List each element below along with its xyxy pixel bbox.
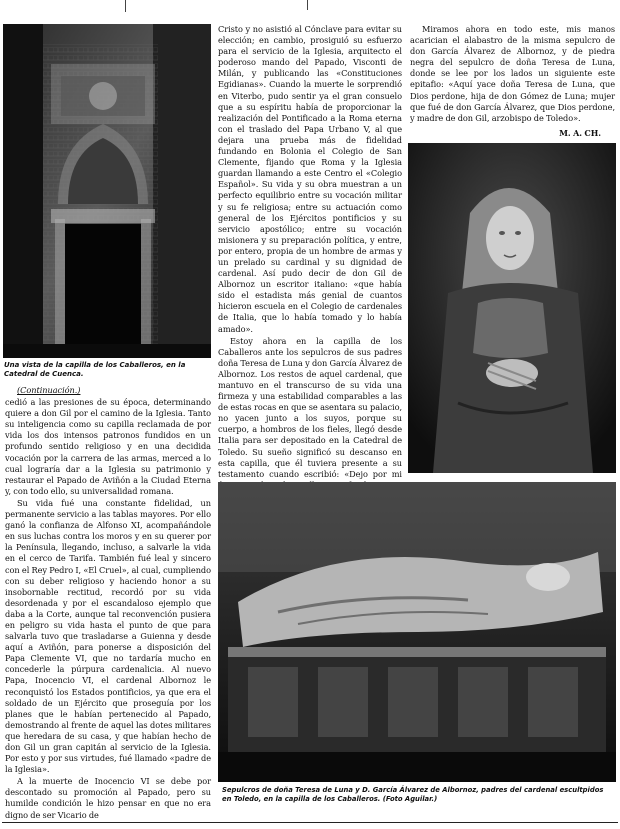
paragraph: A la muerte de Inocencio VI se debe por descontado su promoción al Papado, pero su humilde condición le hizo pensar en que no era digno de ser Vicario de [5,776,211,820]
effigy-photo [408,143,616,473]
bottom-rule [2,822,618,823]
article-column-right [410,24,615,142]
continuation-label: (Continuación.) [17,385,81,395]
author-signature: M. A. CH. [559,127,601,138]
paragraph: Cristo y no asistió al Cónclave para evitar su elección; en cambio, prosiguió su esfuerzo para el servicio de la Iglesia, arquitecto el poderoso mando del Papado, Visconti de Milán, y publicando las «Constituciones Egidianas». Cuando la muerte le sorprendió en Viterbo, pudo sentir ya el gran consuelo que a su espíritu había de proporcionar la realización del Pontificado a la Roma eterna con el traslado del Papa Urbano V, al que dejara una prueba más de fidelidad fundando en Bolonia el Colegio de San Clemente, fijando que Roma y la Iglesia guardan llamando a este Centro el «Colegio Español». Su vida y su obra muestran a un perfecto equilibrio entre su vocación militar y su fe religiosa; entre su actuación como general de los Ejércitos pontificios y su servicio apostólico; entre su vocación misionera y su preparación política, y entre, por entero, propia de un hombre de armas y un prelado su cardinal y su dignidad de cardenal. Así pudo decir de don Gil de Albornoz un escritor italiano: «que había sido el estadista más genial de cuantos hicieron escuela en el Colegio de cardenales de Italia, que lo había tomado y lo había amado». [218,24,402,334]
top-tick-mark [307,0,308,10]
chapel-photo-caption: Una vista de la capilla de los Caballeros, en la Catedral de Cuenca. [4,361,186,378]
paragraph: Miramos ahora en todo este, mis manos acarician el alabastro de la misma sepulcro de don García Álvarez de Albornoz, y de piedra negra del sepulcro de doña Teresa de Luna, donde se lee por los lados un siguiente este epitafio: «Aquí yace doña Teresa de Luna, que Dios perdone, hija de don Gómez de Luna; mujer que fué de don García Álvarez, que Dios perdone, y madre de don Gil, arzobispo de Toledo». [410,24,615,123]
paragraph: Su vida fué una constante fidelidad, un permanente servicio a las tablas mayores. Por ello ganó la confianza de Alfonso XI, acompañándole en sus luchas contra los moros y en su querer por la Península, llegando, incluso, a salvarle la vida en el cerco de Tarifa. También fué leal y sincero con el Rey Pedro I, «El Cruel», al cual, cumpliendo con su deber religioso y haciendo honor a su insobornable rectitud, recordó por su vida desordenada y por el escandaloso ejemplo que daba a la Corte, aunque tal reconvención pusiera en peligro su vida hasta el punto de que para salvarla tuvo que trasladarse a Guienna y desde aquí a Aviñón, para ponerse a disposición del Papa Clemente VI, que no tardaría mucho en concederle la púrpura cardenalicia. Al nuevo Papa, Inocencio VI, el cardenal Albornoz le reconquistó los Estados pontificios, ya que era el soldado de un Ejército que proseguía por los planes que le habían pertenecido al Papado, demostrando al frente de aquel las dotes militares que heredara de su casa, y que habían hecho de don Gil un gran capitán al servicio de la Iglesia. Por esto y por sus virtudes, fué llamado «padre de la Iglesia». [5,497,211,775]
paragraph: Estoy ahora en la capilla de los Caballeros ante los sepulcros de sus padres doña Teresa de Luna y don García Álvarez de Albornoz. Los restos de aquel cardenal, que mantuvo en el transcurso de su vida una firmeza y una estabilidad comparables a las de estas rocas en que se asentara su palacio, no yacen junto a los suyos, porque su cuerpo, a hombros de los fieles, llegó desde Italia para ser depositado en la Catedral de Toledo. Su sueño significó su descanso en esta capilla, que él tuviera presente a su testamento cuando escribió: «Dejo por mi [218,335,402,479]
tomb-photo [218,482,616,782]
chapel-photo [3,24,211,358]
article-column-left [5,385,211,825]
paragraph: cedió a las presiones de su época, determinando quiere a don Gil por el camino de la Iglesia. Tanto su inteligencia como su capilla reclamada de por vida los dos intensos patronos fundidos en un profundo sentido religioso y en una decidida vocación por la carrera de las armas, merced a lo cual lograría dar a la Iglesia su patrimonio y restaurar el Papado de Aviñón a la Ciudad Eterna y, con todo ello, su universalidad romana. [5,397,211,496]
article-column-middle [218,24,402,482]
tomb-photo-caption: Sepulcros de doña Teresa de Luna y D. García Álvarez de Albornoz, padres del cardenal escultpidos en Toledo, en la capilla de los Caballeros. (Foto Aguilar.) [222,786,604,803]
top-tick-mark [125,0,126,12]
